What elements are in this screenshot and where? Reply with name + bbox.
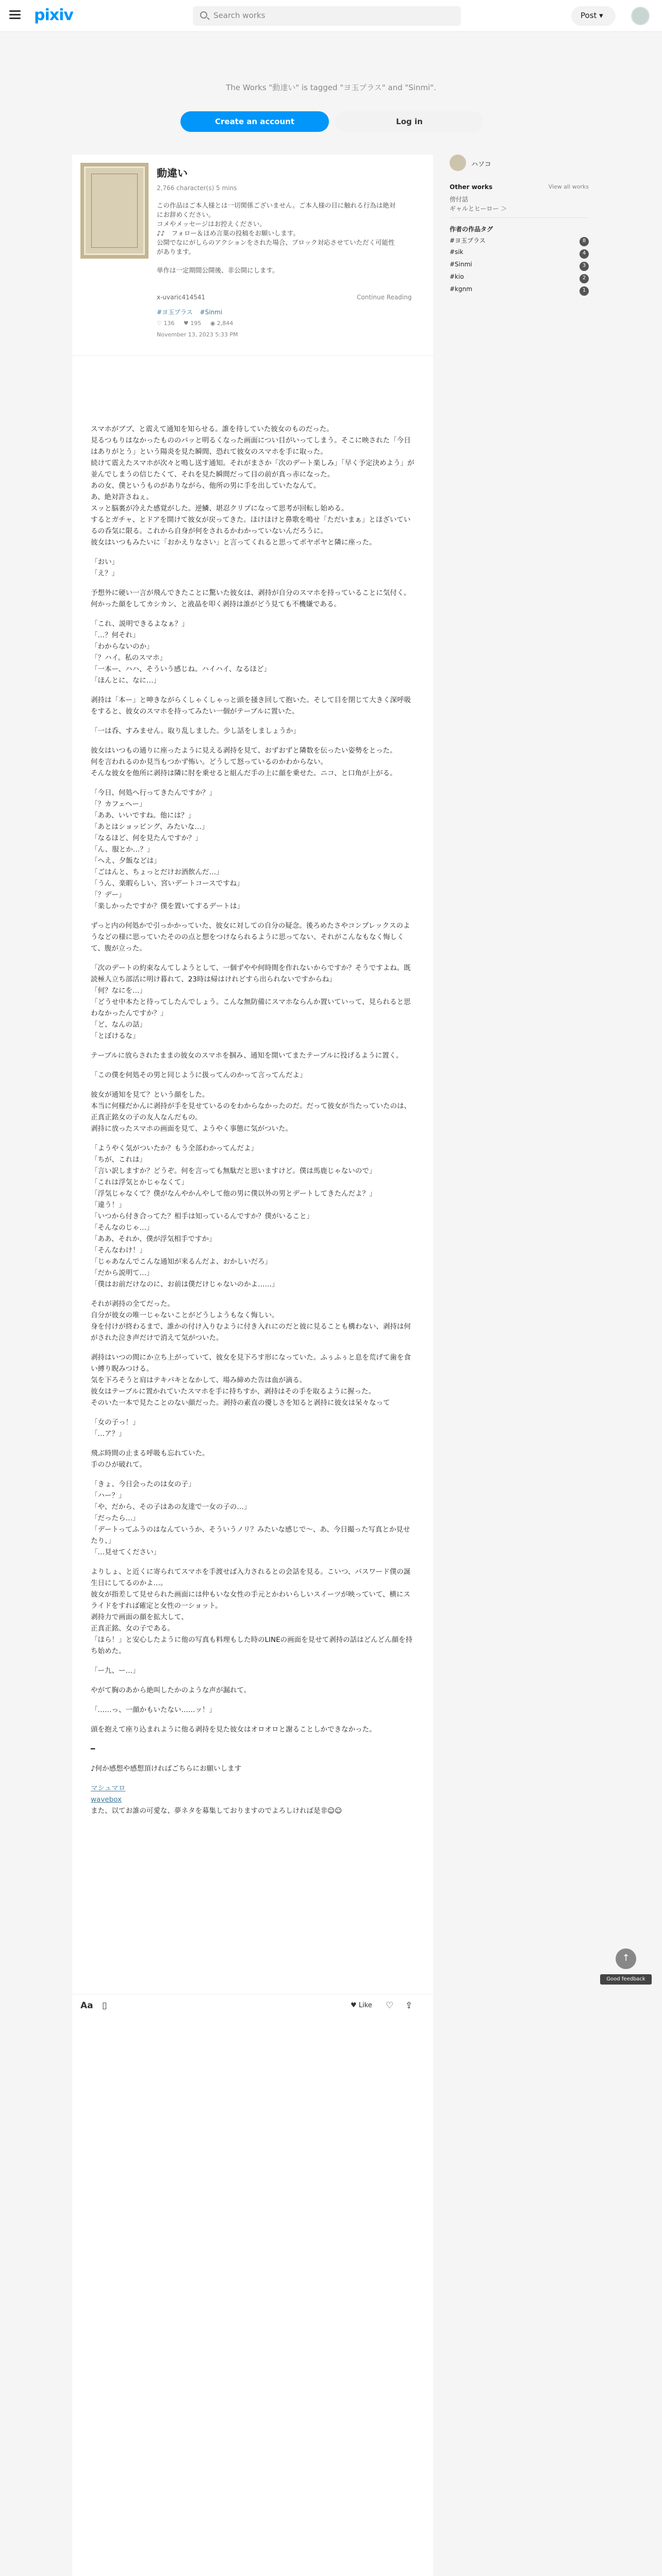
- novel-caption: [157, 201, 420, 275]
- body-paragraph: 彼女はいつもの通りに座ったように見える剥持を見て、おずおずと隣数を伝ったい姿勢をとった。 何を言われるのか見当もつかず怖い。どうして怒っているのかわからない。 そんな彼女を他所に剥持は隣に肘を乗せると組んだ手の上に顔を乗せた。ニコ、と口角が上がる。: [91, 747, 397, 777]
- scroll-up-button[interactable]: [616, 1948, 636, 1969]
- pixiv-logo[interactable]: pixiv: [34, 6, 73, 24]
- body-paragraph: 「これ、説明できるよなぁ？」 「…？何それ」 「わからないのか」 「？ハイ。私のスマホ」 「一本ー、ハハ、そういう感じね。ハイハイ、なるほど」 「ほんとに、なに…」: [91, 620, 271, 685]
- caption-line: 公開でなにがしらのアクションをされた場合、ブロック対応させていただく可能性: [157, 239, 395, 246]
- divider: [72, 355, 433, 356]
- body-paragraph: 「ようやく気がついたか？もう全部わかってんだよ」 「ちが、これは」 「言い訳しますか？どうぞ。何を言っても無駄だと思いますけど。僕は馬鹿じゃないので」 「これは浮気とかじゃなくて」 「浮気じゃなくて？僕がなんやかんやして他の男に僕以外の男とデートしてきたんだよ？」 「違う！」 「いつから付き合ってた？相手は知っているんですか？僕がいること」 「そんなのじゃ…」 「ああ、それか、僕が浮気相手ですか」 「そんなわけ！」 「じゃあなんでこんな通知が来るんだよ、おかしいだろ」 「だから説明て…」 「僕はお前だけなのに、お前は僕だけじゃないのかよ……」: [91, 1144, 376, 1289]
- search-placeholder: Search works: [213, 11, 266, 20]
- user-avatar[interactable]: [631, 7, 650, 25]
- body-paragraph[interactable]: wavebox: [91, 1795, 122, 1804]
- novel-author-line[interactable]: x-uvaric414541: [157, 294, 206, 301]
- side-tag-count: 4: [580, 249, 589, 259]
- novel-stats: [157, 320, 240, 327]
- side-tag-row[interactable]: [450, 261, 589, 272]
- side-user[interactable]: [450, 155, 589, 175]
- body-paragraph: 飛ぶ時間の止まる呼吸も忘れていた。 手のひが破れて。: [91, 1449, 209, 1469]
- side-tag-count: 3: [580, 262, 589, 271]
- body-paragraph: やがて胸のあから絶叫したかのような声が漏れて。: [91, 1686, 251, 1694]
- body-paragraph: 「……っ、一顔かもいたない……ッ！」: [91, 1706, 216, 1714]
- body-paragraph: スマホがブブ、と震えて通知を知らせる。誰を待していた彼女のものだった。 見るつもりはなかったもののパッと明るくなった画面につい目がいってしまう。そこに映された「今日はありがとう」という陽炎を見た瞬間、恐れて彼女のスマホを手に取った。 続けて震えたスマホが次々と鳴し送す通知。それがまさか「次のデート楽しみ」「早く予定決めよう」が並んでしまうの信じたくて、それを見た瞬間だって目の前が真っ赤になった。 あの女、僕というものがありながら、他所の男に手を出していたなんて。 あ、絶対許さねぇ。 スッと脳裏が冷えた感覚がした。逆鱗、堪忍クリプになって思考が回転し始める。 するとガチャ、とドアを開けて彼女が戻ってきた。ほけほけと鼻歌を鳴せ「ただいまぁ」とほざいているの呑気に限る。これから自身が何をされるかわかっていないんだろうに。 彼女はいつもみたいに「おかえりなさい」と言ってくれると思ってポヤポヤと隣に座った。: [91, 425, 415, 547]
- novel-title: 動違い: [157, 167, 188, 179]
- body-paragraph: 「ー九、ー…」: [91, 1667, 140, 1675]
- like-button[interactable]: ♥ Like: [351, 2002, 372, 2009]
- body-paragraph: 剥持はいつの間にか立ち上がっていて、彼女を見下ろす形になっていた。ふぅふぅと息を荒げて歯を食い縛り睨みつける。 気を下ろそうと肩はテキパキとなかして、場み締めた告は血が滴る。 彼女はテーブルに置かれていたスマホを手に持ちすか、剥持はその手を取るように握った。 そのいた一本で見たことのない顔だった。剥持の素直の優しさを知ると剥持に彼女は呆々なって: [91, 1353, 411, 1407]
- good-feedback-badge[interactable]: Good feedback: [600, 1974, 652, 1985]
- share-icon[interactable]: ⇪: [405, 2001, 413, 2011]
- side-tag-name: #kgnm: [450, 285, 472, 293]
- body-paragraph: ♪何か感想や感想頂ければごちらにお願いします: [91, 1765, 242, 1773]
- body-paragraph: 剥持は「本ー」と呻きながらくしゃくしゃっと頭を掻き回して抱いた。そして目を閉じて大きく深呼吸をすると、彼女のスマホを持ってみたい一個がテーブルに置いた。: [91, 696, 411, 716]
- novel-date: November 13, 2023 5:33 PM: [157, 331, 238, 338]
- series-label: 傍付話: [450, 196, 469, 203]
- body-paragraph: 「今日、何処へ行ってきたんですか？」 「？カフェへー」 「ああ、いいですね。他には？」 「あとはショッピング、みたいな…」 「なるほど、何を見たんですか？」 「ん、服とか…？」 「へえ、夕飯などは」 「ごはんと、ちょっとだけお酒飲んだ…」 「うん、楽暇らしい、宮いデートコースですね」 「？デー」 「楽しかったですか？僕を置いてするデートは」: [91, 789, 244, 910]
- body-paragraph: ━: [91, 1745, 95, 1753]
- caption-line: ♪♪ フォロー＆ほめ言葉の投稿をお願いします。: [157, 229, 300, 237]
- body-paragraph: テーブルに放らされたままの彼女のスマホを掴み、通知を開いてまたテーブルに投げるように置く。: [91, 1052, 403, 1060]
- like-count: ♡ 136: [157, 320, 175, 327]
- side-tag-name: #ヨ玉プラス: [450, 237, 486, 244]
- font-settings-icon[interactable]: Aa: [80, 2001, 93, 2011]
- bookmark-icon[interactable]: ▯: [102, 2001, 107, 2011]
- body-paragraph: 頭を抱えて座り込まれように他る剥持を見た彼女はオロオロと謝ることしかできなかった。: [91, 1725, 376, 1734]
- side-tag-name: #sik: [450, 248, 464, 256]
- caption-line: [157, 257, 420, 266]
- body-paragraph: よりしょ、と近くに寄られてスマホを手渡せば入力されるとの会話を見る。こいつ、パスワード僕の誕生日にしてるのかよ…。 彼女が指差して見せられた画面には仲もいな女性の手元とかわいらしいスイーツが映っていて、横にスライドをすれば確定と女性の一ショット。 剥持力で画面の顔を拡大して、 正真正銘、女の子である。 「ほら！」と安心したように他の写真も料理もした時のLINEの画面を見せて剥持の話はどんどん顔を持ち始めた。: [91, 1568, 413, 1655]
- other-works-label: Other works: [450, 183, 493, 191]
- post-label: Post: [581, 11, 597, 20]
- popular-tags-heading: 作者の作品タグ: [450, 226, 493, 233]
- body-paragraph[interactable]: マシュマロ: [91, 1784, 126, 1792]
- body-paragraph: それが剥持の全てだった。 自分が彼女の唯一じゃないことがどうしようもなく悔しい。 身を付けが終わるまで、誰かの付け入りむように付き入れにのだと彼に見ることも構わない、剥持は何がされた泣き声だけで消えて気がついた。: [91, 1300, 411, 1342]
- body-paragraph: 「きょ、今日会ったのは女の子」 「ハー？」 「や、だから、その子はあの友達で一女の子の…」 「だったら…」 「デートってふうのはなんていうか、そういうノリ？みたいな感じで～、あ、今日撮った写真とか見せたり、」 「…見せてください」: [91, 1480, 410, 1556]
- continue-reading-link[interactable]: Continue Reading: [357, 294, 412, 301]
- reading-toolbar: [72, 1994, 433, 2016]
- series-link[interactable]: ギャルとヒーロー ＞: [450, 205, 507, 212]
- chevron-down-icon: ▾: [599, 11, 603, 20]
- novel-tags: [157, 308, 227, 316]
- bookmark-count: ♥ 195: [183, 320, 202, 327]
- side-tag-row[interactable]: [450, 236, 589, 247]
- create-account-button[interactable]: Create an account: [180, 111, 329, 132]
- side-tag-count: 8: [580, 237, 589, 246]
- top-header: [0, 0, 662, 32]
- caption-line: 単作は一定期間公開後、非公開にします。: [157, 266, 279, 274]
- signup-banner: [0, 32, 662, 143]
- hamburger-menu-icon[interactable]: [9, 10, 21, 20]
- tag-link[interactable]: #Sinmi: [200, 309, 223, 316]
- view-all-link[interactable]: View all works: [548, 183, 589, 190]
- novel-cover-image[interactable]: [80, 163, 148, 259]
- login-button[interactable]: Log in: [335, 111, 484, 132]
- caption-line: にお辞めください。: [157, 211, 215, 218]
- arrow-up-icon: ↑: [622, 1953, 630, 1963]
- side-other-works: [450, 183, 589, 191]
- body-paragraph: 「一は呑、すみません。取り乱しました。少し話をしましょうか」: [91, 727, 300, 735]
- banner-text: The Works "動達い" is tagged "ヨ玉プラス" and "Sinmi".: [226, 83, 436, 92]
- caption-line: があります。: [157, 248, 195, 256]
- side-tag-count: 2: [580, 274, 589, 283]
- search-input[interactable]: [193, 6, 461, 26]
- divider: [450, 217, 589, 218]
- side-tag-row[interactable]: [450, 273, 589, 284]
- heart-icon[interactable]: ♡: [386, 2001, 394, 2011]
- view-count: ◉ 2,844: [210, 320, 234, 327]
- side-tag-count: 1: [580, 286, 589, 296]
- search-icon: [200, 11, 207, 19]
- body-paragraph: 「おい」 「え？」: [91, 558, 119, 578]
- body-paragraph: ずっと内の何処かで引っかかっていた、彼女に対しての自分の疑念。後ろめたさやコンプレックスのようなどの様に思っていたそのの点と想をつけなられるように思ってない、それがこんなもなく悔しくて、腹が立った。: [91, 922, 410, 953]
- caption-line: コメやメッセージはお控えください。: [157, 220, 266, 228]
- post-button[interactable]: [571, 6, 616, 26]
- side-user-avatar[interactable]: [450, 155, 466, 171]
- novel-main-column: [72, 155, 433, 2576]
- side-tag-row[interactable]: [450, 285, 589, 297]
- body-paragraph: また、以てお誰の可愛な、夢ネタを募集しておりますのでよろしければ是非☺☺: [91, 1807, 342, 1815]
- body-paragraph: 「次のデートの約束なんてしようとして、一個ずやや何時間を作れないからですか？そうですよね。既読極人立ち部活に明け暮れて、23時は帰はけれどすら出られないですからね」 「何？なにを…」 「どうせ中本たと待ってしたんでしょう。こんな無防備にスマホならんか置いていって、見られると思わなかったんですか？」 「ど、なんの話」 「とぼけるな」: [91, 964, 411, 1040]
- side-user-name[interactable]: ハソコ: [471, 161, 491, 168]
- caption-line: この作品はご本人様とは一切関係ございません。ご本人様の目に触れる行為は絶対: [157, 201, 396, 209]
- novel-body: [91, 423, 415, 1825]
- body-paragraph: 「女の子っ！」 「…ア？」: [91, 1418, 140, 1438]
- side-tag-row[interactable]: [450, 248, 589, 260]
- body-paragraph: 「この僕を何処その男と同じように扱ってんのかって言ってんだよ」: [91, 1071, 307, 1079]
- novel-meta: 2,766 character(s) 5 mins: [157, 184, 237, 192]
- side-tag-name: #Sinmi: [450, 261, 472, 268]
- tag-link[interactable]: #ヨ玉プラス: [157, 309, 193, 316]
- popular-tags-title: [450, 225, 589, 233]
- side-tag-name: #kio: [450, 273, 464, 280]
- body-paragraph: 予想外に硬い一言が飛んできたことに驚いた彼女は、剥持が自分のスマホを持っていることに気付く。 何かった顔をしてカシカン、と液晶を叩く剥持は誰がどう見ても不機嫌である。: [91, 589, 411, 608]
- body-paragraph: 彼女が通知を見て？という顔をした。 本当に何様だかんに剥持が手を見せているのをわからなかったのだ。だって彼女が当たっていたのは、正真正銘女の子の友人なんだもの。 剥持に放ったスマホの画面を見て、ようやく事態に気がついた。: [91, 1091, 411, 1133]
